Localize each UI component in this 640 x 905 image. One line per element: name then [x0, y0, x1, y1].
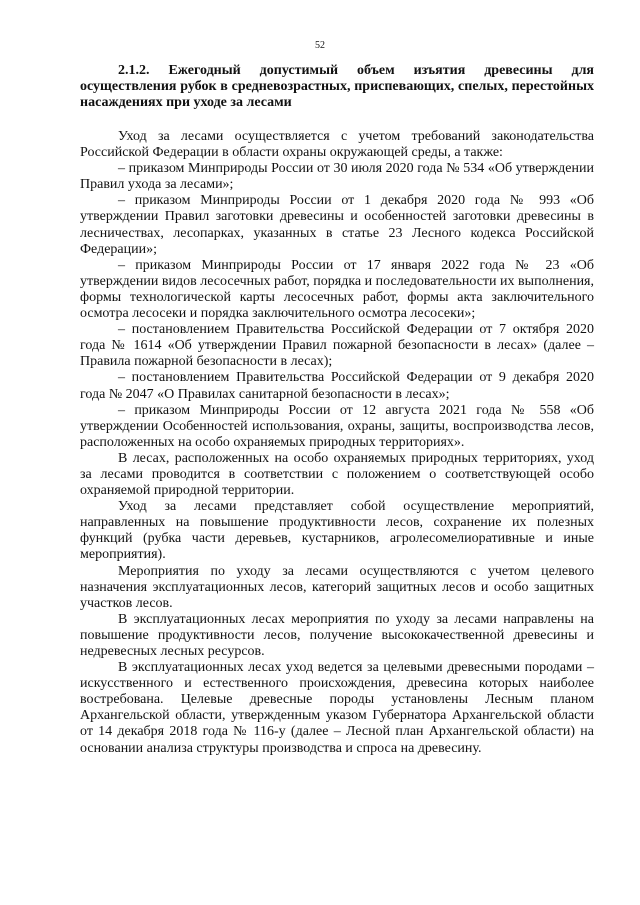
paragraph-intro: Уход за лесами осуществляется с учетом требований законодательства Российской Федерации в области охраны окружающей среды, а также:	[80, 129, 594, 161]
paragraph: В лесах, расположенных на особо охраняемых природных территориях, уход за лесами проводится в соответствии с положением о соответствующей особо охраняемой природной территории.	[80, 450, 594, 499]
body-text	[80, 129, 594, 757]
paragraph: В эксплуатационных лесах мероприятия по уходу за лесами направлены на повышение продуктивности лесов, получение высококачественной древесины и недревесных лесных ресурсов.	[80, 611, 594, 659]
page-number: 52	[315, 40, 325, 51]
paragraph: Мероприятия по уходу за лесами осуществляются с учетом целевого назначения эксплуатационных лесов, категорий защитных лесов и особо защитных участков лесов.	[80, 563, 594, 611]
section-heading: 2.1.2. Ежегодный допустимый объем изъятия древесины для осуществления рубок в средневозрастных, приспевающих, спелых, перестойных насаждениях при уходе за лесами	[80, 63, 594, 110]
paragraph-list-item: – постановлением Правительства Российской Федерации от 7 октября 2020 года № 1614 «Об утверждении Правил пожарной безопасности в лесах» (далее – Правила пожарной безопасности в лесах);	[80, 322, 594, 370]
paragraph-list-item: – приказом Минприроды России от 30 июля 2020 года № 534 «Об утверждении Правил ухода за лесами»;	[80, 161, 594, 193]
paragraph-list-item: – приказом Минприроды России от 1 декабря 2020 года № 993 «Об утверждении Правил заготовки древесины и особенностей заготовки древесины в лесничествах, лесопарках, указанных в статье 23 Лесного кодекса Российской Федерации»;	[80, 193, 594, 257]
paragraph-list-item: – приказом Минприроды России от 12 августа 2021 года № 558 «Об утверждении Особенностей использования, охраны, защиты, воспроизводства лесов, расположенных на особо охраняемых природных территориях».	[80, 402, 594, 450]
paragraph: В эксплуатационных лесах уход ведется за целевыми древесными породами – искусственного и естественного происхождения, древесина которых наиболее востребована. Целевые древесные породы установлены Лесным планом Архангельской области, утвержденным указом Губернатора Архангельской области от 14 декабря 2018 года № 116-у (далее – Лесной план Архангельской области) на основании анализа структуры производства и спроса на древесину.	[80, 660, 594, 756]
paragraph-list-item: – приказом Минприроды России от 17 января 2022 года № 23 «Об утверждении видов лесосечных работ, порядка и последовательности их выполнения, формы технологической карты лесосечных работ, формы акта заключительного осмотра лесосеки и порядка заключительного осмотра лесосеки»;	[80, 257, 594, 322]
paragraph: Уход за лесами представляет собой осуществление мероприятий, направленных на повышение продуктивности лесов, сохранение их полезных функций (рубка части деревьев, кустарников, агролесомелиоративные и иные мероприятия).	[80, 499, 594, 563]
paragraph-list-item: – постановлением Правительства Российской Федерации от 9 декабря 2020 года № 2047 «О Правилах санитарной безопасности в лесах»;	[80, 370, 594, 402]
